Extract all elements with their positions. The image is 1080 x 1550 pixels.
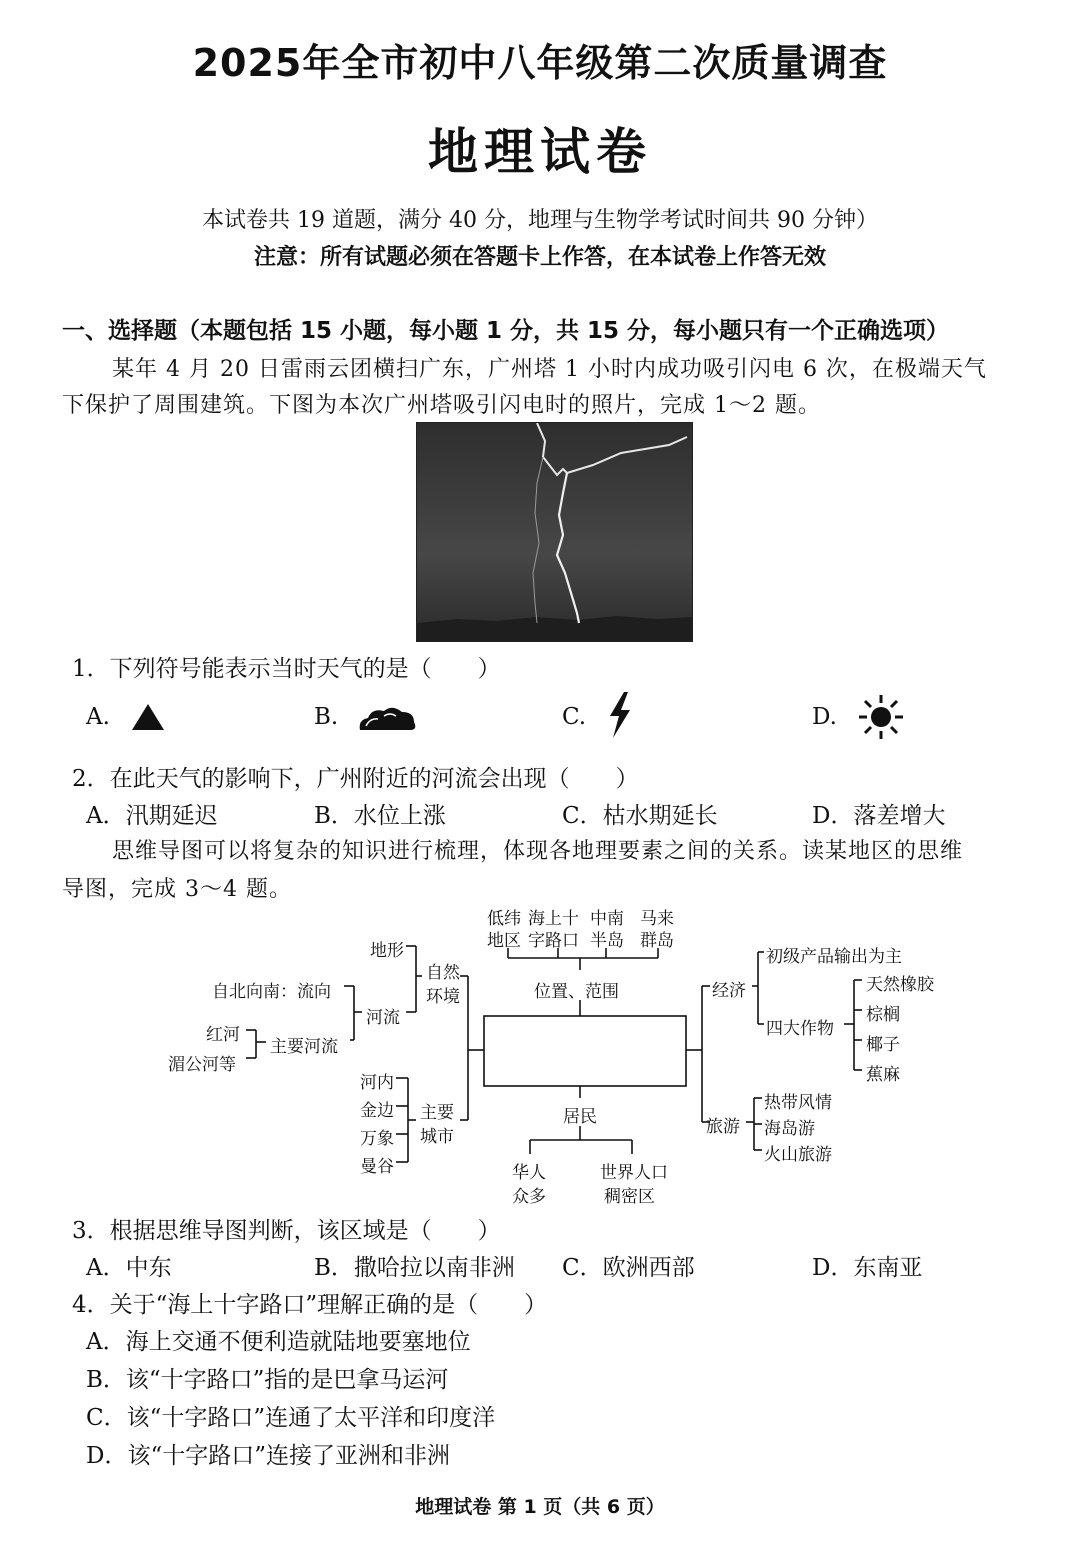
mm-peninsula-2: 半岛 [590,931,624,951]
mm-chinese-1: 华人 [512,1163,546,1183]
section-heading: 一、选择题（本题包括 15 小题，每小题 1 分，共 15 分，每小题只有一个正确选项） [62,318,950,344]
mind-map [150,900,950,1210]
q1-option-b-label: B. [314,704,339,730]
mm-crops: 四大作物 [766,1019,834,1039]
exam-info: 本试卷共 19 道题，满分 40 分，地理与生物学考试时间共 90 分钟） [202,208,878,233]
mm-crop-palm: 棕榈 [866,1005,900,1025]
mm-crop-rubber: 天然橡胶 [866,975,934,995]
lightning-photo [416,422,693,642]
q3-option-c[interactable]: C．欧洲西部 [562,1255,695,1281]
mm-crop-abaca: 蕉麻 [866,1065,900,1085]
mm-low-lat-2: 地区 [487,931,521,951]
mm-tourism: 旅游 [706,1117,740,1137]
mm-crop-coconut: 椰子 [866,1035,900,1055]
q1-option-d-label: D. [812,704,837,730]
mm-dense-1: 世界人口 [600,1163,668,1183]
q3-option-b[interactable]: B．撒哈拉以南非洲 [314,1255,515,1281]
sun-icon [856,694,906,740]
mm-crossroad-2: 字路口 [528,931,579,951]
q4-option-b[interactable]: B．该“十字路口”指的是巴拿马运河 [86,1367,449,1393]
mm-flow: 自北向南：流向 [212,982,331,1002]
q1-option-b[interactable] [314,704,338,730]
mm-residents: 居民 [563,1107,597,1127]
mm-main-rivers: 主要河流 [270,1037,338,1057]
triangle-icon [130,702,166,732]
q2-option-c[interactable]: C．枯水期延长 [562,803,718,829]
mm-terrain: 地形 [370,941,404,961]
mm-river: 河流 [366,1008,400,1028]
mm-primary: 初级产品输出为主 [766,947,902,967]
exam-title: 2025年全市初中八年级第二次质量调查 [192,41,888,85]
mm-tour-volcano: 火山旅游 [764,1145,832,1165]
page-footer: 地理试卷 第 1 页（共 6 页） [415,1496,665,1518]
q3-option-a[interactable]: A．中东 [86,1255,172,1281]
mm-red-river: 红河 [206,1025,240,1045]
intro-line-2: 下保护了周围建筑。下图为本次广州塔吸引闪电时的照片，完成 1～2 题。 [62,393,821,418]
q2-stem: 2．在此天气的影响下，广州附近的河流会出现（ ） [72,766,639,792]
q1-option-c[interactable] [562,704,586,730]
mm-main-cities-1: 主要 [420,1103,454,1123]
q1-option-a-label: A. [86,704,110,730]
mm-position: 位置、范围 [534,982,619,1002]
mind-intro-line-1: 思维导图可以将复杂的知识进行梳理，体现各地理要素之间的关系。读某地区的思维 [112,839,964,864]
cloud-icon [356,704,418,734]
mm-tour-island: 海岛游 [764,1119,815,1139]
intro-line-1: 某年 4 月 20 日雷雨云团横扫广东，广州塔 1 小时内成功吸引闪电 6 次，在极端天气 [112,357,987,382]
lightning-icon [604,690,634,740]
q4-stem: 4．关于“海上十字路口”理解正确的是（ ） [72,1292,548,1318]
q2-option-d[interactable]: D．落差增大 [812,803,946,829]
q1-stem: 1．下列符号能表示当时天气的是（ ） [72,656,501,682]
mm-city-phnompenh: 金边 [360,1101,394,1121]
q2-option-b[interactable]: B．水位上涨 [314,803,446,829]
mm-crossroad-1: 海上十 [528,909,579,929]
q3-stem: 3．根据思维导图判断，该区域是（ ） [72,1218,501,1244]
q4-option-a[interactable]: A．海上交通不便利造就陆地要塞地位 [86,1329,471,1355]
mm-main-cities-2: 城市 [420,1127,454,1147]
exam-notice: 注意：所有试题必须在答题卡上作答，在本试卷上作答无效 [253,245,826,270]
mm-peninsula-1: 中南 [590,909,624,929]
q1-option-d[interactable] [812,704,837,730]
mm-economy: 经济 [712,981,746,1001]
mm-chinese-2: 众多 [512,1187,546,1207]
mm-dense-2: 稠密区 [604,1187,655,1207]
subject-title: 地理试卷 [428,123,652,181]
mm-tour-tropical: 热带风情 [764,1093,832,1113]
q2-option-a[interactable]: A．汛期延迟 [86,803,218,829]
q4-option-d[interactable]: D．该“十字路口”连接了亚洲和非洲 [86,1443,450,1469]
mm-archipelago-2: 群岛 [640,931,674,951]
mm-low-lat-1: 低纬 [487,909,521,929]
q1-option-c-label: C. [562,704,587,730]
q3-option-d[interactable]: D．东南亚 [812,1255,923,1281]
q1-option-a[interactable] [86,704,110,730]
q4-option-c[interactable]: C．该“十字路口”连通了太平洋和印度洋 [86,1405,496,1431]
mm-natural-1: 自然 [426,963,460,983]
mm-city-vientiane: 万象 [360,1129,394,1149]
mind-intro-line-2: 导图，完成 3～4 题。 [62,877,292,902]
mm-mekong: 湄公河等 [168,1055,236,1075]
mm-archipelago-1: 马来 [640,909,674,929]
lightning-photo-image [417,423,692,641]
mm-city-hanoi: 河内 [360,1073,394,1093]
mm-natural-2: 环境 [426,987,460,1007]
mm-city-bangkok: 曼谷 [360,1157,394,1177]
